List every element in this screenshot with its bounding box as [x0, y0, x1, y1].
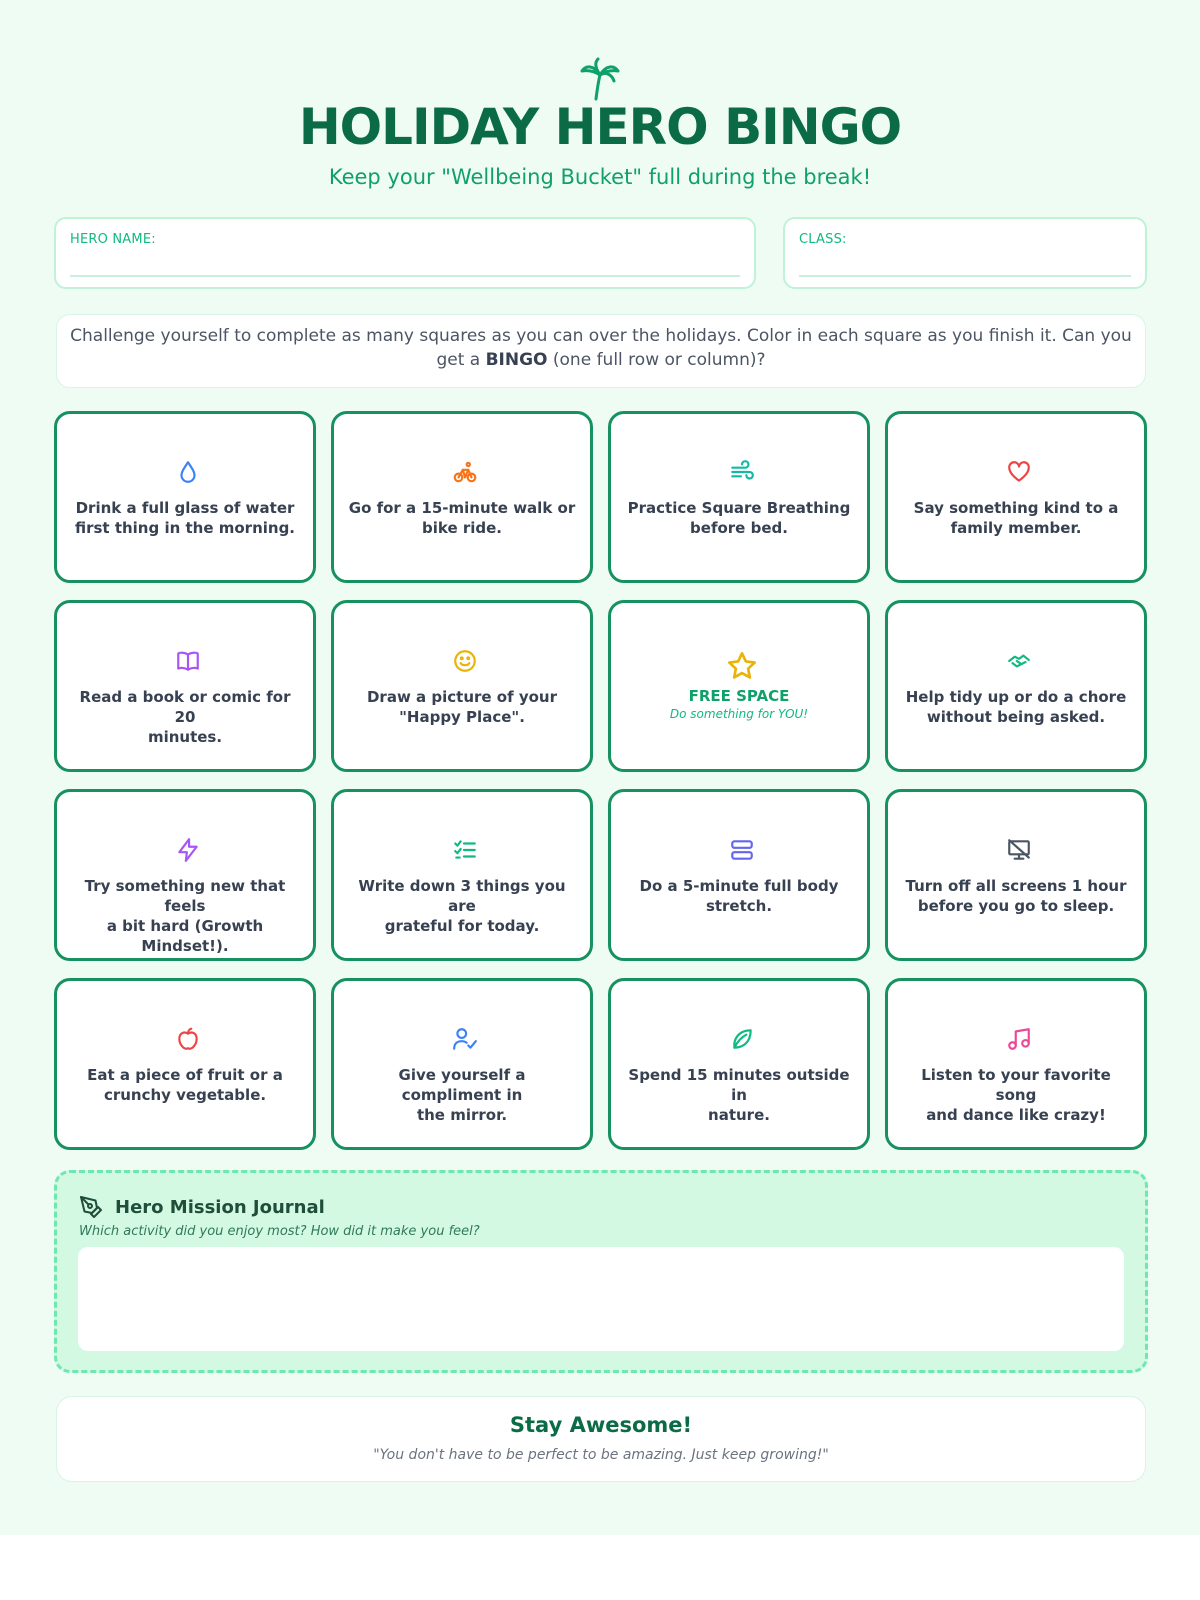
footer-title: Stay Awesome! [509, 1413, 693, 1437]
bingo-square[interactable] [608, 789, 870, 961]
journal-input-area[interactable] [78, 1247, 1124, 1351]
bingo-square-line: a bit hard (Growth Mindset!). [106, 917, 264, 955]
screen-off-icon [1006, 837, 1032, 863]
bingo-square-line: Turn off all screens 1 hour [905, 877, 1127, 895]
bingo-square-line: Draw a picture of your [366, 688, 558, 706]
bingo-square-text [71, 687, 299, 747]
hero-name-field[interactable] [54, 217, 756, 289]
bingo-square-text [902, 498, 1130, 538]
wind-icon [729, 459, 755, 485]
bingo-square-line: and dance like crazy! [926, 1106, 1106, 1124]
bingo-square[interactable] [608, 411, 870, 583]
lightning-icon [175, 837, 201, 863]
instructions-text-end: (one full row or column)? [547, 350, 766, 370]
bingo-square-text [902, 1065, 1130, 1125]
smile-icon [452, 648, 478, 674]
leaf-icon [729, 1026, 755, 1052]
bingo-square[interactable] [885, 978, 1147, 1150]
bingo-square[interactable] [331, 600, 593, 772]
bingo-square-line: before you go to sleep. [917, 897, 1115, 915]
bingo-square-line: without being asked. [926, 708, 1106, 726]
bingo-square-text [902, 876, 1130, 916]
bingo-square-line: nature. [708, 1106, 770, 1124]
journal-prompt: Which activity did you enjoy most? How did it make you feel? [79, 1224, 480, 1239]
pen-icon [79, 1195, 103, 1219]
bike-icon [452, 459, 478, 485]
bingo-square-line: family member. [950, 519, 1082, 537]
bingo-square[interactable] [54, 411, 316, 583]
apple-icon [175, 1026, 201, 1052]
page-subtitle: Keep your "Wellbeing Bucket" full during the break! [328, 165, 872, 189]
hero-name-label: HERO NAME: [70, 232, 156, 247]
bingo-square-text [71, 876, 299, 956]
bingo-square-text [348, 687, 576, 727]
bingo-square-line: grateful for today. [384, 917, 540, 935]
hero-name-line [70, 275, 740, 277]
bingo-square-text [71, 1065, 299, 1105]
bingo-square-text [348, 1065, 576, 1125]
bingo-square-free-space[interactable] [608, 600, 870, 772]
bingo-square-line: Practice Square Breathing [627, 499, 851, 517]
bingo-square[interactable] [54, 978, 316, 1150]
bingo-square-line: crunchy vegetable. [103, 1086, 267, 1104]
bingo-square[interactable] [331, 978, 593, 1150]
bingo-square-line: Say something kind to a [913, 499, 1119, 517]
bingo-square-line: Try something new that feels [84, 877, 286, 915]
bingo-square-line: Help tidy up or do a chore [905, 688, 1127, 706]
bingo-square[interactable] [885, 600, 1147, 772]
bingo-square-text [71, 498, 299, 538]
bingo-square-line: Drink a full glass of water [75, 499, 295, 517]
bingo-square-line: Read a book or comic for 20 [79, 688, 291, 726]
class-line [799, 275, 1131, 277]
bingo-square-line: Write down 3 things you are [358, 877, 566, 915]
footer-card [56, 1396, 1146, 1482]
free-space-subtitle: Do something for YOU! [669, 707, 809, 721]
bingo-square[interactable] [608, 978, 870, 1150]
class-field[interactable] [783, 217, 1147, 289]
bingo-square-line: Go for a 15-minute walk or [348, 499, 576, 517]
bingo-square-line: before bed. [690, 519, 788, 537]
user-check-icon [452, 1026, 478, 1052]
instructions-bingo: BINGO [485, 350, 548, 370]
stretch-icon [729, 837, 755, 863]
bingo-square-line: stretch. [705, 897, 773, 915]
journal-title: Hero Mission Journal [115, 1197, 325, 1218]
bingo-square-text [625, 1065, 853, 1125]
water-drop-icon [175, 459, 201, 485]
bingo-square[interactable] [331, 789, 593, 961]
bingo-square-text [348, 498, 576, 538]
bingo-square[interactable] [54, 600, 316, 772]
class-label: CLASS: [799, 232, 847, 247]
bingo-square-line: "Happy Place". [399, 708, 525, 726]
bingo-square-text [625, 498, 853, 538]
page-title: HOLIDAY HERO BINGO [298, 98, 902, 156]
bingo-square[interactable] [331, 411, 593, 583]
hero-mission-journal [54, 1170, 1148, 1373]
star-icon [726, 650, 758, 682]
music-icon [1006, 1026, 1032, 1052]
handshake-icon [1006, 648, 1032, 674]
heart-icon [1006, 459, 1032, 485]
footer-quote: "You don't have to be perfect to be amazing. Just keep growing!" [373, 1447, 829, 1463]
bingo-square-line: first thing in the morning. [74, 519, 296, 537]
instructions [56, 314, 1146, 388]
bingo-square[interactable] [885, 411, 1147, 583]
bingo-square-line: Eat a piece of fruit or a [87, 1066, 283, 1084]
bingo-square-line: bike ride. [422, 519, 502, 537]
free-space-title: FREE SPACE [688, 687, 790, 705]
palm-tree-icon [576, 55, 624, 103]
bingo-square-line: minutes. [147, 728, 223, 746]
book-icon [175, 648, 201, 674]
bingo-square-line: Give yourself a compliment in [398, 1066, 526, 1104]
bingo-square-line: the mirror. [416, 1106, 508, 1124]
checklist-icon [452, 837, 478, 863]
instructions-text: Challenge yourself to complete as many squares as you can over the holidays. Color in each square as you finish it. Can you get a [70, 326, 1132, 370]
bingo-square-text [902, 687, 1130, 727]
bingo-square-line: Spend 15 minutes outside in [628, 1066, 850, 1104]
bingo-square-line: Listen to your favorite song [921, 1066, 1111, 1104]
bingo-square-text [348, 876, 576, 936]
bingo-square-line: Do a 5-minute full body [639, 877, 839, 895]
bingo-square[interactable] [885, 789, 1147, 961]
bingo-square[interactable] [54, 789, 316, 961]
bingo-square-text [625, 876, 853, 916]
